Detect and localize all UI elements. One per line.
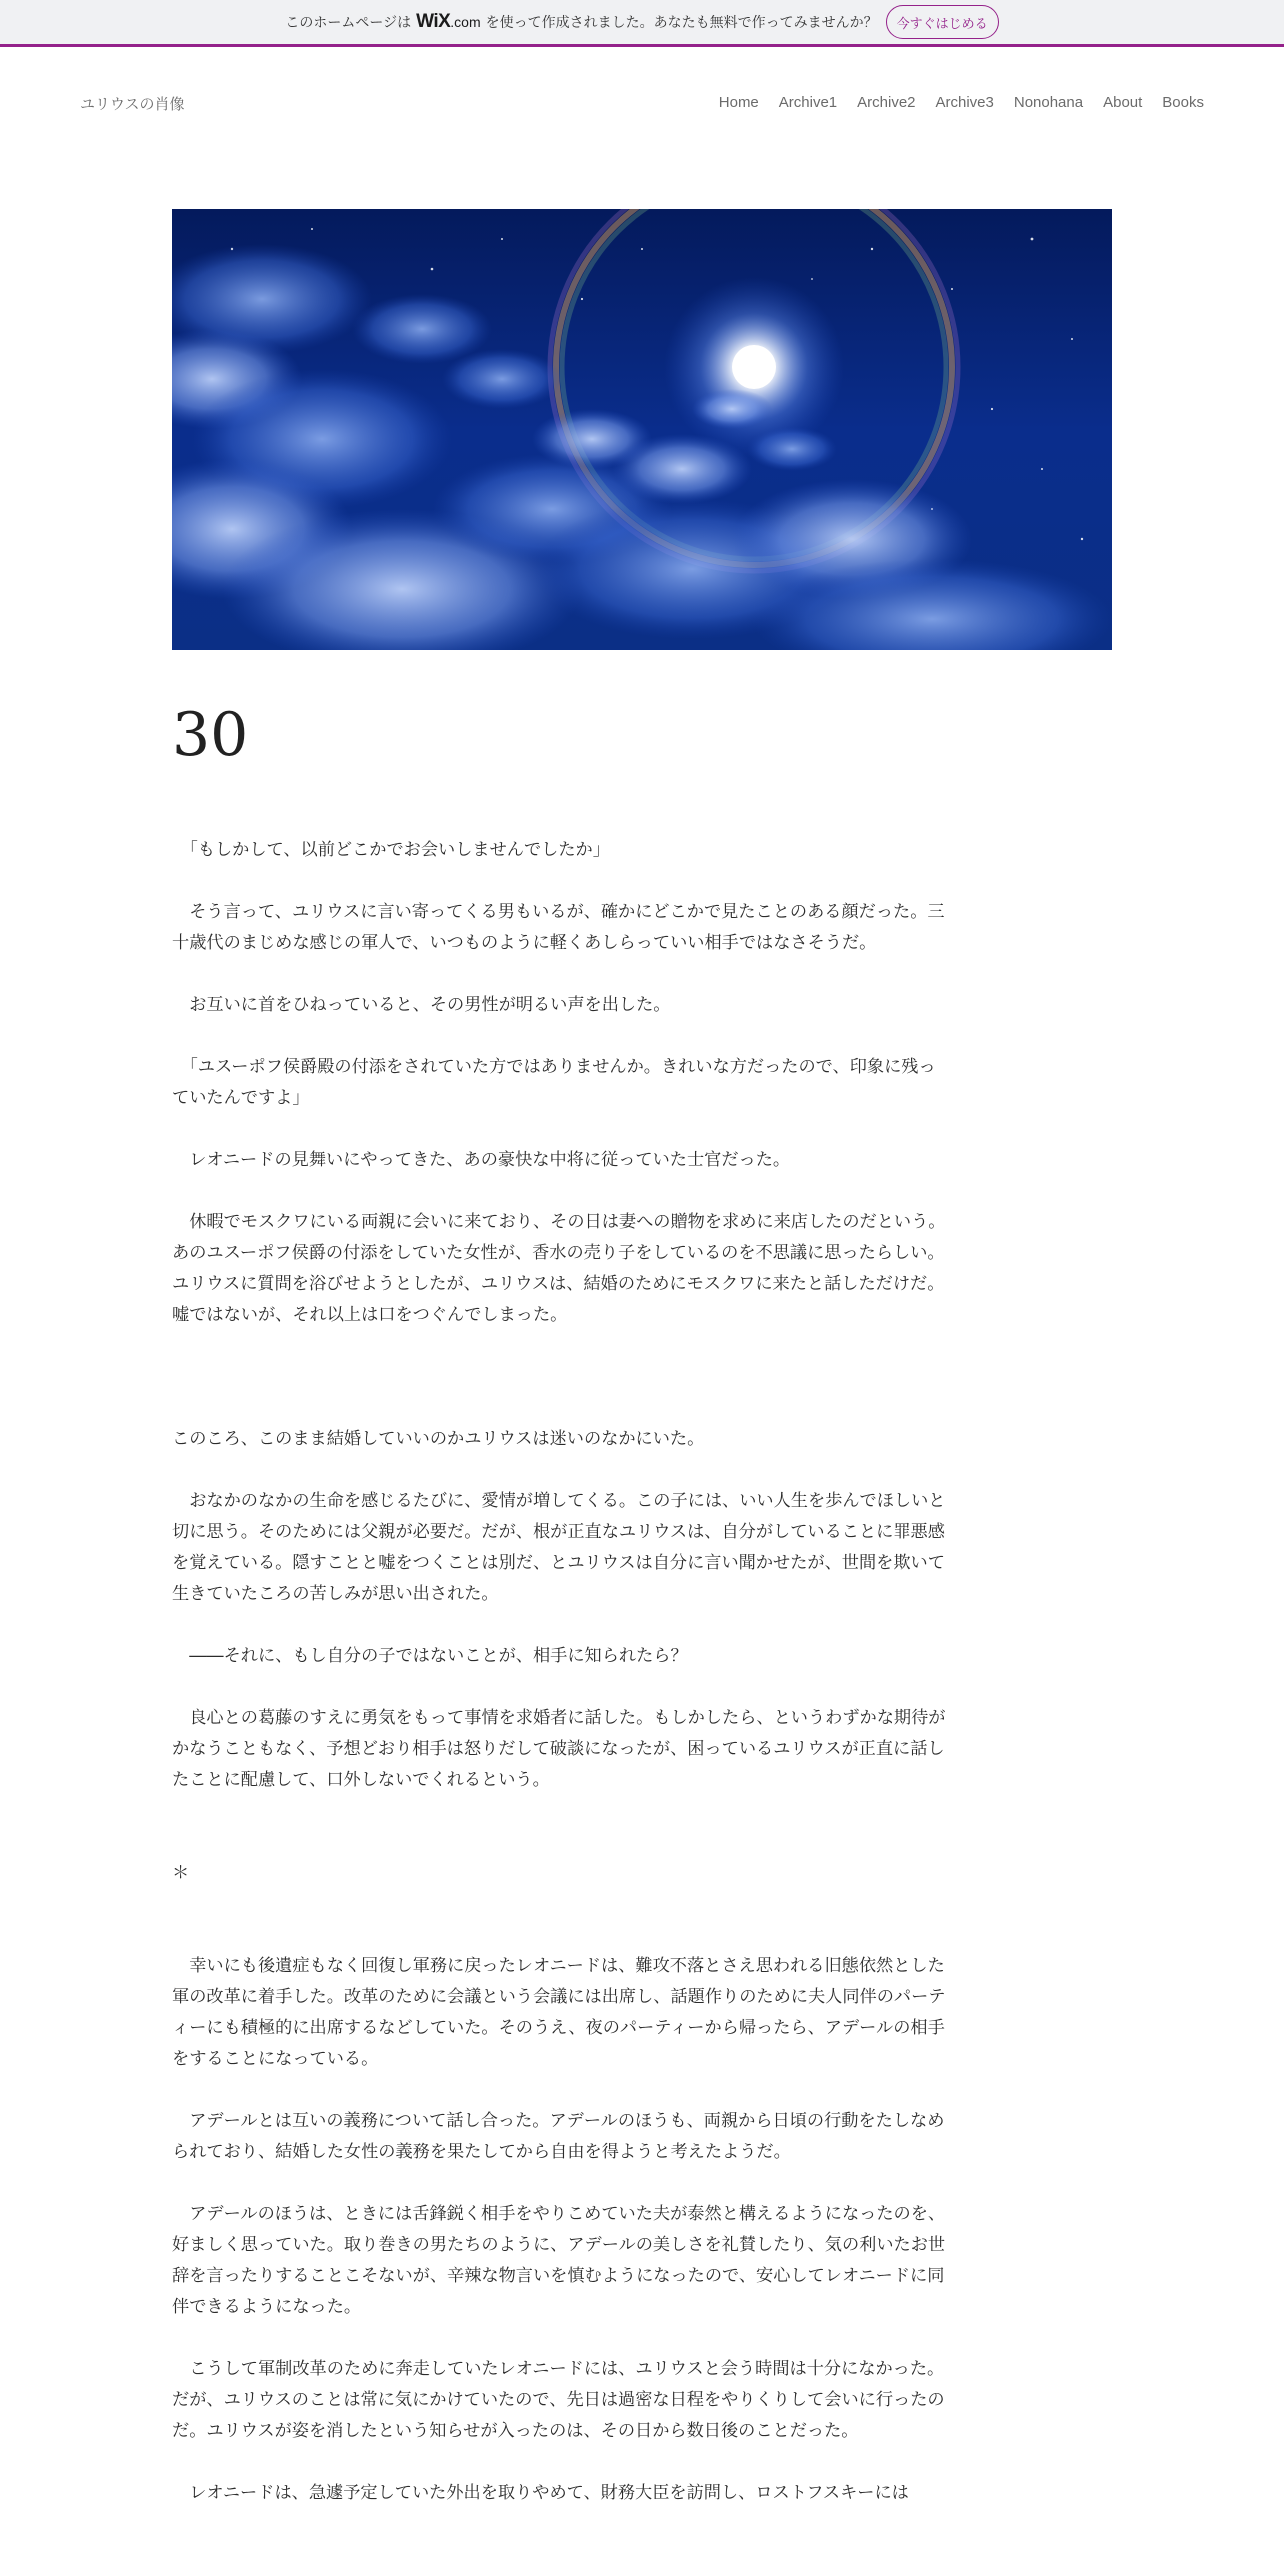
paragraph: 良心との葛藤のすえに勇気をもって事情を求婚者に話した。もしかしたら、というわずかな期待がかなうこともなく、予想どおり相手は怒りだして破談になったが、困っているユリウスが正直に話したことに配慮して、口外しないでくれるという。 bbox=[172, 1708, 946, 1790]
paragraph: レオニードは、急遽予定していた外出を取りやめて、財務大臣を訪問し、ロストフスキーには bbox=[172, 2483, 909, 2503]
main-nav bbox=[699, 94, 1204, 111]
paragraph: 「もしかして、以前どこかでお会いしませんでしたか」 bbox=[172, 840, 610, 860]
paragraph: ――それに、もし自分の子ではないことが、相手に知られたら？ bbox=[172, 1646, 688, 1666]
wix-banner bbox=[0, 0, 1284, 47]
paragraph: 幸いにも後遺症もなく回復し軍務に戻ったレオニードは、難攻不落とさえ思われる旧態依然とした軍の改革に着手した。改革のために会議という会議には出席し、話題作りのために夫人同伴のパーティーにも積極的に出席するなどしていた。そのうえ、夜のパーティーから帰ったら、アデールの相手をすることになっている。 bbox=[172, 1956, 946, 2069]
nav-item-about[interactable]: About bbox=[1103, 94, 1143, 111]
paragraph: このころ、このまま結婚していいのかユリウスは迷いのなかにいた。 bbox=[172, 1429, 705, 1449]
paragraph: こうして軍制改革のために奔走していたレオニードには、ユリウスと会う時間は十分になかった。だが、ユリウスのことは常に気にかけていたので、先日は過密な日程をやりくりして会いに行ったのだ。ユリウスが姿を消したという知らせが入ったのは、その日から数日後のことだった。 bbox=[172, 2359, 945, 2441]
nav-item-books[interactable]: Books bbox=[1162, 94, 1204, 111]
wix-logo[interactable] bbox=[416, 11, 481, 33]
wix-logo-text: WiX bbox=[416, 11, 451, 32]
start-now-button[interactable]: 今すぐはじめる bbox=[886, 5, 999, 39]
moon-sky-illustration bbox=[172, 209, 1112, 650]
wix-banner-pre-text: このホームページは bbox=[285, 15, 412, 31]
section-divider: ＊ bbox=[172, 1863, 190, 1883]
site-header bbox=[0, 47, 1284, 162]
nav-item-archive2[interactable]: Archive2 bbox=[857, 94, 916, 111]
post-title: 30 bbox=[172, 700, 249, 770]
paragraph: おなかのなかの生命を感じるたびに、愛情が増してくる。この子には、いい人生を歩んでほしいと切に思う。そのためには父親が必要だ。だが、根が正直なユリウスは、自分がしていることに罪悪感を覚えている。隠すことと嘘をつくことは別だ、とユリウスは自分に言い聞かせたが、世間を欺いて生きていたころの苦しみが思い出された。 bbox=[172, 1491, 946, 1604]
hero-image bbox=[172, 209, 1112, 650]
nav-item-archive3[interactable]: Archive3 bbox=[935, 94, 994, 111]
site-title[interactable]: ユリウスの肖像 bbox=[80, 95, 185, 113]
paragraph: そう言って、ユリウスに言い寄ってくる男もいるが、確かにどこかで見たことのある顔だった。三十歳代のまじめな感じの軍人で、いつものように軽くあしらっていい相手ではなさそうだ。 bbox=[172, 902, 945, 953]
wix-logo-suffix: .com bbox=[450, 14, 481, 30]
nav-item-nonohana[interactable]: Nonohana bbox=[1013, 94, 1084, 111]
paragraph: レオニードの見舞いにやってきた、あの豪快な中将に従っていた士官だった。 bbox=[172, 1150, 791, 1170]
article-body bbox=[172, 835, 948, 2509]
nav-item-archive1[interactable]: Archive1 bbox=[778, 94, 838, 111]
paragraph: アデールのほうは、ときには舌鋒鋭く相手をやりこめていた夫が泰然と構えるようになったのを、好ましく思っていた。取り巻きの男たちのように、アデールの美しさを礼賛したり、気の利いたお世辞を言ったりすることこそないが、辛辣な物言いを慎むようになったので、安心してレオニードに同伴できるようになった。 bbox=[172, 2204, 946, 2317]
paragraph: アデールとは互いの義務について話し合った。アデールのほうも、両親から日頃の行動をたしなめられており、結婚した女性の義務を果たしてから自由を得ようと考えたようだ。 bbox=[172, 2111, 945, 2162]
wix-banner-post-text: を使って作成されました。あなたも無料で作ってみませんか？ bbox=[485, 15, 878, 31]
paragraph: お互いに首をひねっていると、その男性が明るい声を出した。 bbox=[172, 995, 671, 1015]
nav-item-home[interactable]: Home bbox=[718, 94, 759, 111]
paragraph: 「ユスーポフ侯爵殿の付添をされていた方ではありませんか。きれいな方だったので、印象に残っていたんですよ」 bbox=[172, 1057, 936, 1108]
paragraph: 休暇でモスクワにいる両親に会いに来ており、その日は妻への贈物を求めに来店したのだという。あのユスーポフ侯爵の付添をしていた女性が、香水の売り子をしているのを不思議に思ったらしい。ユリウスに質問を浴びせようとしたが、ユリウスは、結婚のためにモスクワに来たと話しただけだ。嘘ではないが、それ以上は口をつぐんでしまった。 bbox=[172, 1212, 946, 1325]
